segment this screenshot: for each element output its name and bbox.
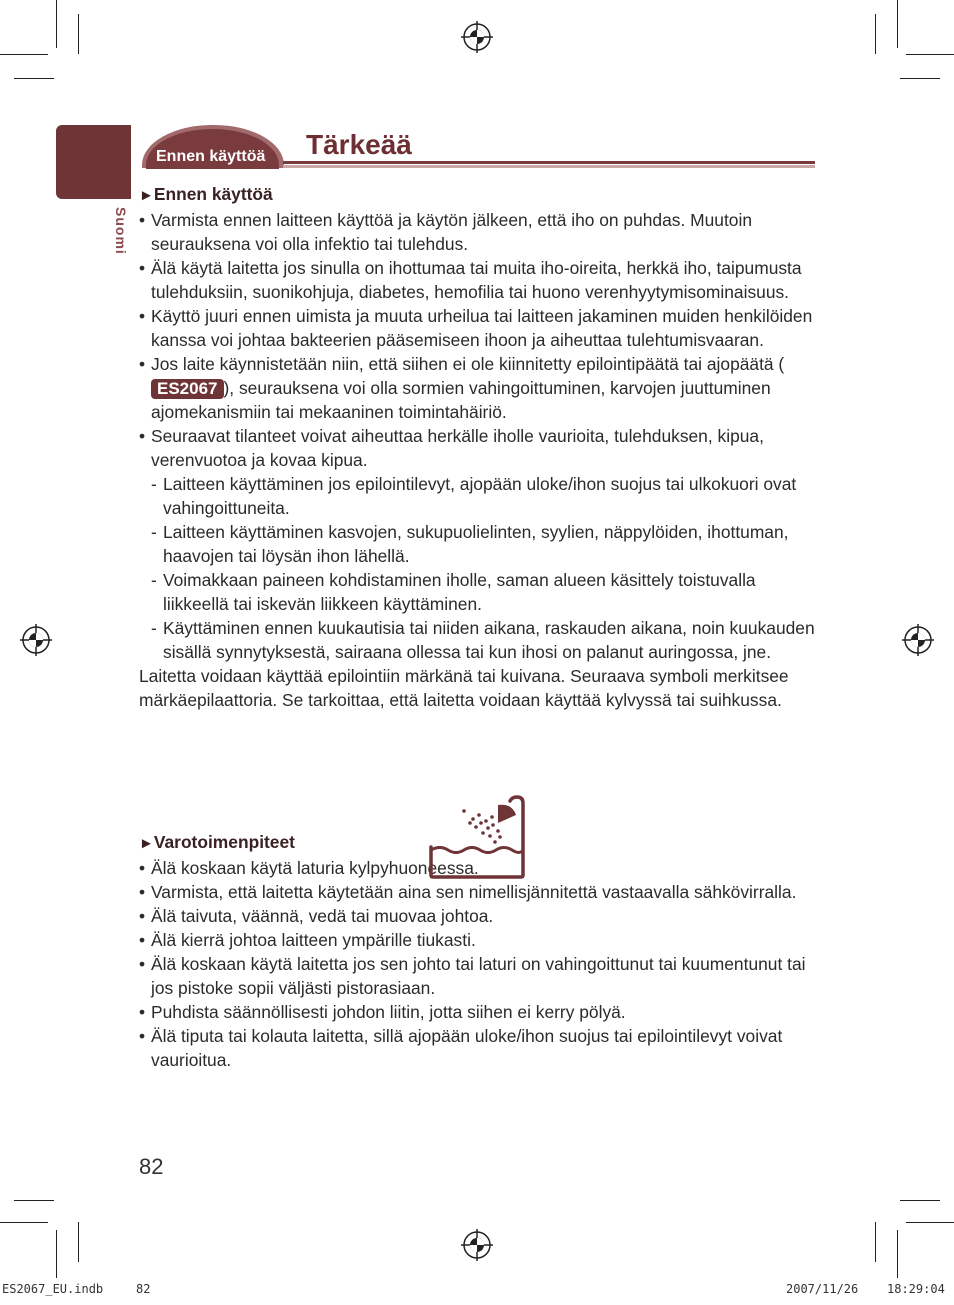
crop-mark [0,54,48,55]
crop-mark [900,1200,940,1201]
slug-date: 2007/11/26 [786,1282,859,1296]
list-item: • Älä koskaan käytä laitetta jos sen johto tai laturi on vahingoittunut tai kuumentunut tai jos pistoke sopii väljästi pistorasiaan. [139,952,819,1000]
triangle-marker-icon: ► [139,835,154,852]
list-item: • Puhdista säännöllisesti johdon liitin, jotta siihen ei kerry pölyä. [139,1000,819,1024]
bath-shower-icon [428,795,526,881]
registration-mark-icon [461,21,493,53]
list-item: • Älä käytä laitetta jos sinulla on ihottumaa tai muita iho-oireita, herkkä iho, taipumusta tulehduksiin, suonikohjuja, diabetes, hemofilia tai huono verenhyytymisominaisuus. [139,256,819,304]
before-use-list [139,208,819,664]
dash-item: - Voimakkaan paineen kohdistaminen iholle, saman alueen käsittely toistuvalla liikkeellä tai iskevän liikkeen käyttäminen. [151,568,819,616]
crop-mark [900,78,940,79]
crop-mark [875,14,876,54]
crop-mark [56,0,57,48]
page-title: Tärkeää [306,129,412,160]
triangle-marker-icon: ► [139,187,154,204]
title-rule [283,161,815,164]
wet-dry-paragraph: Laitetta voidaan käyttää epilointiin märkänä tai kuivana. Seuraava symboli merkitsee märkäepilaattoria. Se tarkoittaa, että laitetta voidaan käyttää kylvyssä tai suihkussa. [139,666,789,710]
crop-mark [897,1230,898,1278]
crop-mark [906,1222,954,1223]
list-item: • Seuraavat tilanteet voivat aiheuttaa herkälle iholle vaurioita, tulehduksen, kipua, verenvuotoa ja kovaa kipua. - Laitteen käyttäminen jos epilointilevyt, ajopään uloke/ihon suojus tai ulkokuori ovat vahingoittuneita. - Laitteen käyttäminen kasvojen, sukupuolielinten, syylien, näppylöiden, ihottuman, haavojen tai löysän ihon lähellä. - Voimakkaan paineen kohdistaminen iholle, saman alueen käsittely toistuvalla liikkeellä tai iskevän liikkeen käyttäminen. - Käyttäminen ennen kuukautisia tai niiden aikana, raskauden aikana, noin kuukauden sisällä synnytyksestä, sairaana ollessa tai kun ihosi on palanut auringossa, jne. [139,424,819,664]
page-number: 82 [139,1154,164,1179]
slug-page: 82 [136,1282,151,1296]
registration-mark-icon [902,624,934,656]
dash-item: - Laitteen käyttäminen kasvojen, sukupuolielinten, syylien, näppylöiden, ihottuman, haavojen tai löysän ihon lähellä. [151,520,819,568]
list-item: • Älä tiputa tai kolauta laitetta, sillä ajopään uloke/ihon suojus tai epilointilevyt voivat vaurioitua. [139,1024,819,1072]
registration-mark-icon [461,1229,493,1261]
crop-mark [897,0,898,48]
model-badge: ES2067 [151,379,224,399]
list-item: • Käyttö juuri ennen uimista ja muuta urheilua tai laitteen jakaminen muiden henkilöiden kanssa voi johtaa bakteerien pääsemiseen ihoon ja aiheuttaa tulehtumisvaaran. [139,304,819,352]
slug-file: ES2067_EU.indb [2,1282,104,1296]
list-item: • Älä koskaan käytä laturia kylpyhuoneessa. [139,856,819,880]
section-heading-before-use: ►Ennen käyttöä [139,184,273,204]
situations-list [151,472,819,664]
title-rule-light [283,165,815,168]
language-label: Suomi [113,207,129,255]
list-item: • Älä taivuta, väännä, vedä tai muovaa johtoa. [139,904,819,928]
section-tab-label: Ennen käyttöä [156,148,266,165]
list-item: • Älä kierrä johtoa laitteen ympärille tiukasti. [139,928,819,952]
side-tab [56,125,131,199]
list-item: • Varmista, että laitetta käytetään aina sen nimellisjännitettä vastaavalla sähkövirralla. [139,880,819,904]
crop-mark [875,1222,876,1262]
crop-mark [78,14,79,54]
crop-mark [14,78,54,79]
dash-item: - Käyttäminen ennen kuukautisia tai niiden aikana, raskauden aikana, noin kuukauden sisällä synnytyksestä, sairaana ollessa tai kun ihosi on palanut auringossa, jne. [151,616,819,664]
list-item: • Varmista ennen laitteen käyttöä ja käytön jälkeen, että iho on puhdas. Muutoin seurauksena voi olla infektio tai tulehdus. [139,208,819,256]
list-item: • Jos laite käynnistetään niin, että siihen ei ole kiinnitetty epilointipäätä tai ajopäätä (ES2067 ), seurauksena voi olla sormien vahingoittuminen, karvojen juuttuminen ajomekanismiin tai mekaaninen toimintahäiriö. [139,352,819,424]
dash-item: - Laitteen käyttäminen jos epilointilevyt, ajopään uloke/ihon suojus tai ulkokuori ovat vahingoittuneita. [151,472,819,520]
crop-mark [56,1230,57,1278]
crop-mark [906,54,954,55]
crop-mark [14,1200,54,1201]
slug-time: 18:29:04 [887,1282,945,1296]
crop-mark [78,1222,79,1262]
main-content [139,182,819,1072]
precautions-list [139,856,819,1072]
crop-mark [0,1222,48,1223]
registration-mark-icon [20,624,52,656]
section-heading-precautions: ►Varotoimenpiteet [139,832,295,852]
